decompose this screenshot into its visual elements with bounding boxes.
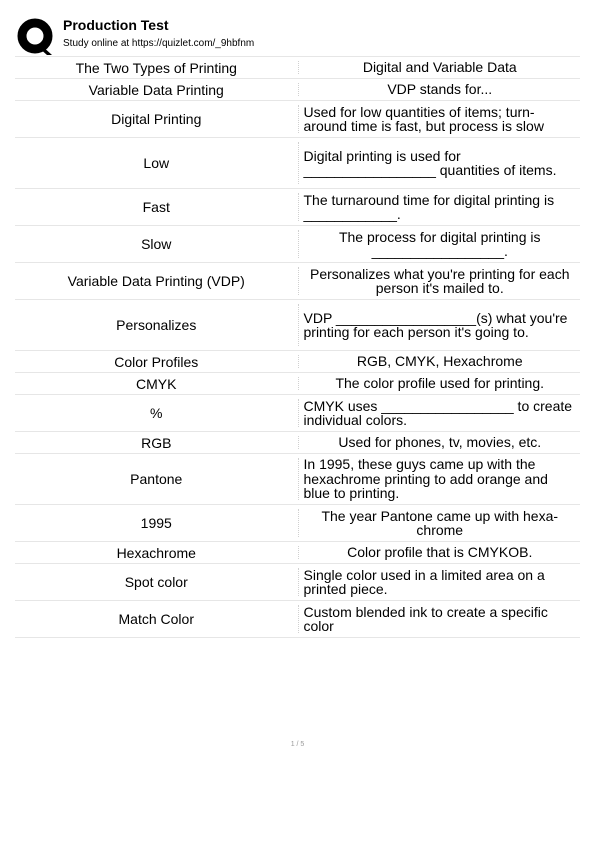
card-definition-text: VDP __________________(s) what you're printing for each person it's going to. xyxy=(303,309,568,340)
card-term: Fast xyxy=(142,199,170,215)
card-definition-text: The process for digital printing is _________________. xyxy=(338,228,541,259)
card-row xyxy=(15,56,580,78)
card-definition-text: Color profile that is CMYKOB. xyxy=(347,544,533,561)
card-definition-text: Personalizes what you're printing for each person it's mailed to. xyxy=(310,265,570,296)
card-term: Slow xyxy=(141,236,172,252)
card-definition-text: The color profile used for printing. xyxy=(335,375,545,392)
card-term: Pantone xyxy=(130,471,183,487)
card-definition xyxy=(299,395,581,431)
card-term: 1995 xyxy=(140,515,172,531)
card-definition xyxy=(299,373,581,394)
card-term: RGB xyxy=(141,434,172,451)
card-term: CMYK xyxy=(136,375,177,392)
card-definition xyxy=(299,101,581,137)
card-row xyxy=(15,541,580,563)
card-definition-text: VDP stands for... xyxy=(387,81,493,98)
card-definition xyxy=(299,189,581,225)
card-row xyxy=(15,504,580,541)
card-row xyxy=(15,137,580,188)
card-term: % xyxy=(150,405,163,421)
page-number: 1 / 5 xyxy=(290,741,305,748)
card-term: Match Color xyxy=(118,611,194,627)
card-definition-text: Used for phones, tv, movies, etc. xyxy=(338,434,542,451)
card-term: Spot color xyxy=(124,574,188,590)
card-row xyxy=(15,262,580,299)
card-definition xyxy=(299,454,581,504)
card-definition xyxy=(299,138,581,188)
quizlet-logo-icon xyxy=(17,18,55,56)
card-term: Variable Data Printing (VDP) xyxy=(67,273,245,289)
card-definition xyxy=(299,79,581,100)
document-header xyxy=(15,12,580,56)
card-definition-text: RGB, CMYK, Hexachrome xyxy=(356,353,523,370)
card-row xyxy=(15,431,580,453)
card-row xyxy=(15,563,580,600)
card-definition-text: Digital and Variable Data xyxy=(362,59,517,76)
card-term: Personalizes xyxy=(116,317,197,333)
card-definition xyxy=(299,351,581,372)
card-term: Low xyxy=(143,155,170,171)
card-row xyxy=(15,600,580,638)
card-definition-text: The year Pantone came up with hexa-chrome xyxy=(321,507,559,538)
flashcard-table xyxy=(15,56,580,638)
card-row xyxy=(15,453,580,504)
card-definition-text: Single color used in a limited area on a printed piece. xyxy=(303,566,545,597)
card-definition-text: Digital printing is used for _________________ quantities of items. xyxy=(303,147,557,178)
card-definition-text: CMYK uses _________________ to create individual colors. xyxy=(303,397,573,428)
card-row xyxy=(15,350,580,372)
study-link: Study online at https://quizlet.com/_9hbfnm xyxy=(63,38,255,49)
card-definition-text: Custom blended ink to create a specific color xyxy=(303,603,548,634)
card-row xyxy=(15,188,580,225)
card-term: Color Profiles xyxy=(114,353,199,370)
card-definition-text: Used for low quantities of items; turn-around time is fast, but process is slow xyxy=(303,103,544,134)
card-row xyxy=(15,394,580,431)
card-definition-text: In 1995, these guys came up with the hexachrome printing to add orange and blue to printing. xyxy=(303,456,548,502)
card-row xyxy=(15,100,580,137)
card-definition xyxy=(299,432,581,453)
card-definition-text: The turnaround time for digital printing is ____________. xyxy=(303,191,555,222)
card-row xyxy=(15,225,580,262)
card-definition xyxy=(299,226,581,262)
document-title: Production Test xyxy=(63,17,169,33)
card-term: Variable Data Printing xyxy=(88,81,224,98)
card-definition xyxy=(299,505,581,541)
card-row xyxy=(15,299,580,350)
card-term: The Two Types of Printing xyxy=(75,59,237,76)
card-row xyxy=(15,78,580,100)
card-definition xyxy=(299,300,581,350)
card-definition xyxy=(299,564,581,600)
card-term: Digital Printing xyxy=(111,111,202,127)
card-term: Hexachrome xyxy=(116,544,196,561)
card-row xyxy=(15,372,580,394)
card-definition xyxy=(299,57,581,78)
card-definition xyxy=(299,542,581,563)
card-definition xyxy=(299,263,581,299)
card-definition xyxy=(299,601,581,637)
